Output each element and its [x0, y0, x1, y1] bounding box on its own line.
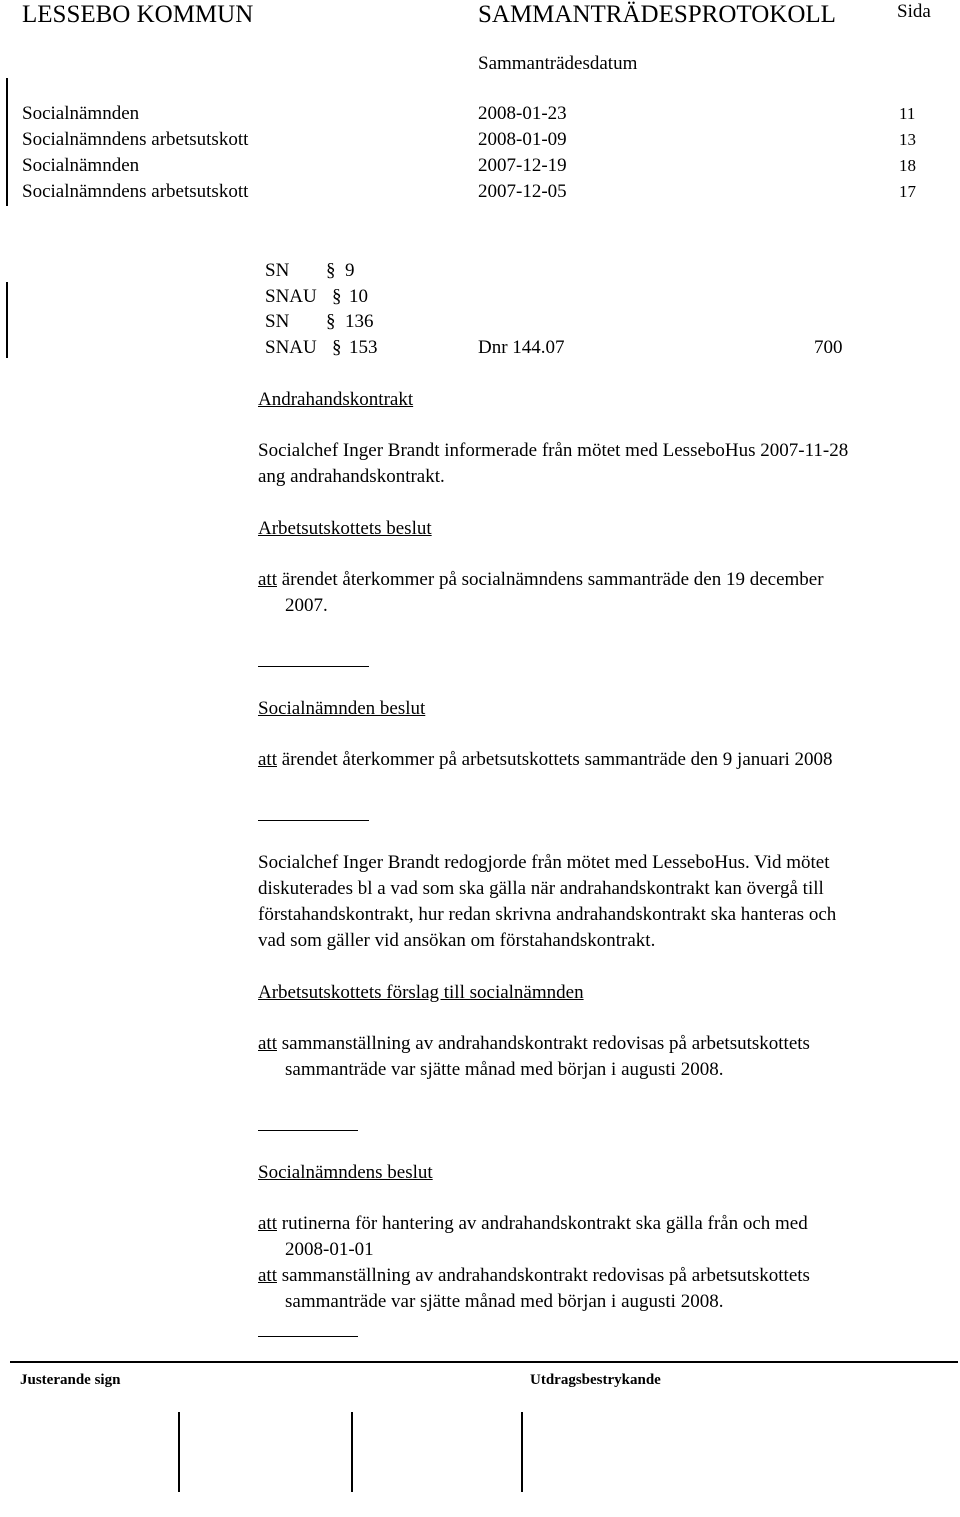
au-proposal-text — [258, 1031, 810, 1083]
paragraph-org: SN — [265, 260, 290, 281]
section-sign: § — [332, 286, 342, 307]
meeting-date: 2007-12-05 — [478, 181, 567, 202]
meeting-date-label: Sammanträdesdatum — [478, 53, 638, 74]
att-keyword: att — [258, 569, 277, 590]
decision-text: ärendet återkommer på arbetsutskottets sammanträde den 9 januari 2008 — [277, 749, 833, 770]
sn-final-text — [258, 1211, 810, 1315]
au-decision-heading: Arbetsutskottets beslut — [258, 518, 432, 539]
meeting-body: Socialnämnden — [22, 103, 140, 124]
intro-line: Socialchef Inger Brandt informerade från mötet med LesseboHus 2007-11-28 — [258, 440, 849, 461]
paragraph-number: 10 — [349, 286, 368, 307]
proposal-text-cont: sammanträde var sjätte månad med början i augusti 2008. — [285, 1059, 724, 1080]
margin-rule-top — [6, 78, 8, 206]
separator-line — [258, 1130, 358, 1131]
sn-decision-text — [258, 747, 833, 773]
paragraph-number: 153 — [349, 337, 378, 358]
decision-text-cont: 2008-01-01 — [285, 1239, 374, 1260]
separator-line — [258, 1336, 358, 1337]
separator-line — [258, 666, 369, 667]
att-keyword: att — [258, 1213, 277, 1234]
att-keyword: att — [258, 1265, 277, 1286]
att-keyword: att — [258, 749, 277, 770]
municipality-name: LESSEBO KOMMUN — [22, 1, 254, 28]
paragraph-org: SN — [265, 311, 290, 332]
archive-code: 700 — [814, 337, 843, 358]
meeting-body: Socialnämnden — [22, 155, 140, 176]
section-sign: § — [326, 311, 336, 332]
report-line: förstahandskontrakt, hur redan skrivna andrahandskontrakt ska hanteras och — [258, 904, 837, 925]
section-sign: § — [332, 337, 342, 358]
sn-decision-heading: Socialnämnden beslut — [258, 698, 426, 719]
section-sign: § — [326, 260, 336, 281]
decision-text: ärendet återkommer på socialnämndens sammanträde den 19 december — [277, 569, 824, 590]
decision-text: sammanställning av andrahandskontrakt redovisas på arbetsutskottets — [277, 1265, 810, 1286]
signature-box-divider — [178, 1412, 180, 1492]
meeting-date: 2008-01-09 — [478, 129, 567, 150]
meeting-page: 18 — [899, 156, 916, 175]
proposal-text: sammanställning av andrahandskontrakt redovisas på arbetsutskottets — [277, 1033, 810, 1054]
diary-number: Dnr 144.07 — [478, 337, 565, 358]
decision-text-cont: sammanträde var sjätte månad med början i augusti 2008. — [285, 1291, 724, 1312]
meeting-page: 17 — [899, 182, 916, 201]
extract-label: Utdragsbestrykande — [530, 1372, 661, 1388]
intro-line: ang andrahandskontrakt. — [258, 466, 445, 487]
signature-box-divider — [351, 1412, 353, 1492]
intro-text — [258, 438, 848, 490]
paragraph-org: SNAU — [265, 286, 317, 307]
meeting-date: 2007-12-19 — [478, 155, 567, 176]
report-line: Socialchef Inger Brandt redogjorde från mötet med LesseboHus. Vid mötet — [258, 852, 830, 873]
meeting-page: 11 — [899, 104, 916, 123]
au-proposal-heading: Arbetsutskottets förslag till socialnämnden — [258, 982, 584, 1003]
case-title: Andrahandskontrakt — [258, 389, 414, 410]
decision-text: rutinerna för hantering av andrahandskontrakt ska gälla från och med — [277, 1213, 808, 1234]
paragraph-number: 136 — [345, 311, 374, 332]
meeting-page: 13 — [899, 130, 916, 149]
report-text — [258, 850, 836, 954]
margin-rule-middle — [6, 282, 8, 358]
att-keyword: att — [258, 1033, 277, 1054]
footer-rule — [10, 1361, 958, 1363]
signature-label: Justerande sign — [20, 1372, 121, 1388]
paragraph-number: 9 — [345, 260, 355, 281]
report-line: vad som gäller vid ansökan om förstahandskontrakt. — [258, 930, 656, 951]
report-line: diskuterades bl a vad som ska gälla när andrahandskontrakt kan övergå till — [258, 878, 824, 899]
page-label: Sida — [897, 1, 931, 22]
signature-box-divider — [521, 1412, 523, 1492]
au-decision-text — [258, 567, 824, 619]
document-type: SAMMANTRÄDESPROTOKOLL — [478, 1, 836, 28]
meeting-date: 2008-01-23 — [478, 103, 567, 124]
decision-text-cont: 2007. — [285, 595, 328, 616]
paragraph-org: SNAU — [265, 337, 317, 358]
sn-final-heading: Socialnämndens beslut — [258, 1162, 433, 1183]
meeting-body: Socialnämndens arbetsutskott — [22, 181, 249, 202]
meeting-body: Socialnämndens arbetsutskott — [22, 129, 249, 150]
separator-line — [258, 820, 369, 821]
